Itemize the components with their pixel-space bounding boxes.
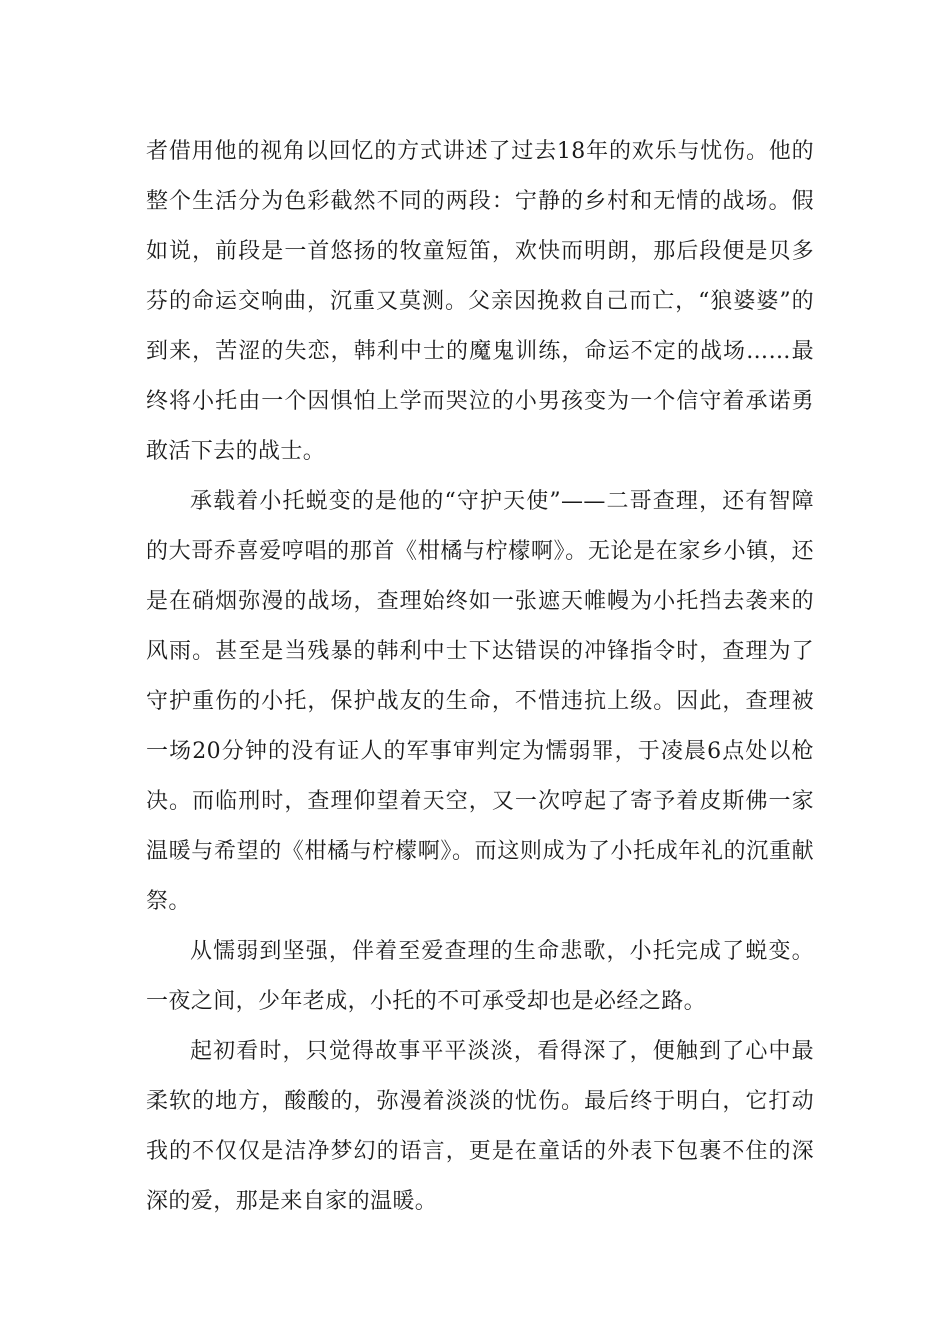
paragraph-4: 起初看时，只觉得故事平平淡淡，看得深了，便触到了心中最柔软的地方，酸酸的，弥漫着淡淡的忧伤。最后终于明白，它打动我的不仅仅是洁净梦幻的语言，更是在童话的外表下包裹不住的深深的爱，那是来自家的温暖。 (146, 1039, 814, 1214)
paragraph-3: 从懦弱到坚强，伴着至爱查理的生命悲歌，小托完成了蜕变。一夜之间，少年老成，小托的不可承受却也是必经之路。 (146, 939, 814, 1014)
paragraph-2: 承载着小托蜕变的是他的“守护天使”——二哥查理，还有智障的大哥乔喜爱哼唱的那首《柑橘与柠檬啊》。无论是在家乡小镇，还是在硝烟弥漫的战场，查理始终如一张遮天帷幔为小托挡去袭来的风雨。甚至是当残暴的韩利中士下达错误的冲锋指令时，查理为了守护重伤的小托，保护战友的生命，不惜违抗上级。因此，查理被一场20分钟的没有证人的军事审判定为懦弱罪，于凌晨6点处以枪决。而临刑时，查理仰望着天空，又一次哼起了寄予着皮斯佛一家温暖与希望的《柑橘与柠檬啊》。而这则成为了小托成年礼的沉重献祭。 (146, 489, 814, 914)
document-body (146, 127, 814, 1227)
paragraph-1: 者借用他的视角以回忆的方式讲述了过去18年的欢乐与忧伤。他的整个生活分为色彩截然不同的两段：宁静的乡村和无情的战场。假如说，前段是一首悠扬的牧童短笛，欢快而明朗，那后段便是贝多芬的命运交响曲，沉重又莫测。父亲因挽救自己而亡，“狼婆婆”的到来，苦涩的失恋，韩利中士的魔鬼训练，命运不定的战场……最终将小托由一个因惧怕上学而哭泣的小男孩变为一个信守着承诺勇敢活下去的战士。 (146, 139, 814, 464)
